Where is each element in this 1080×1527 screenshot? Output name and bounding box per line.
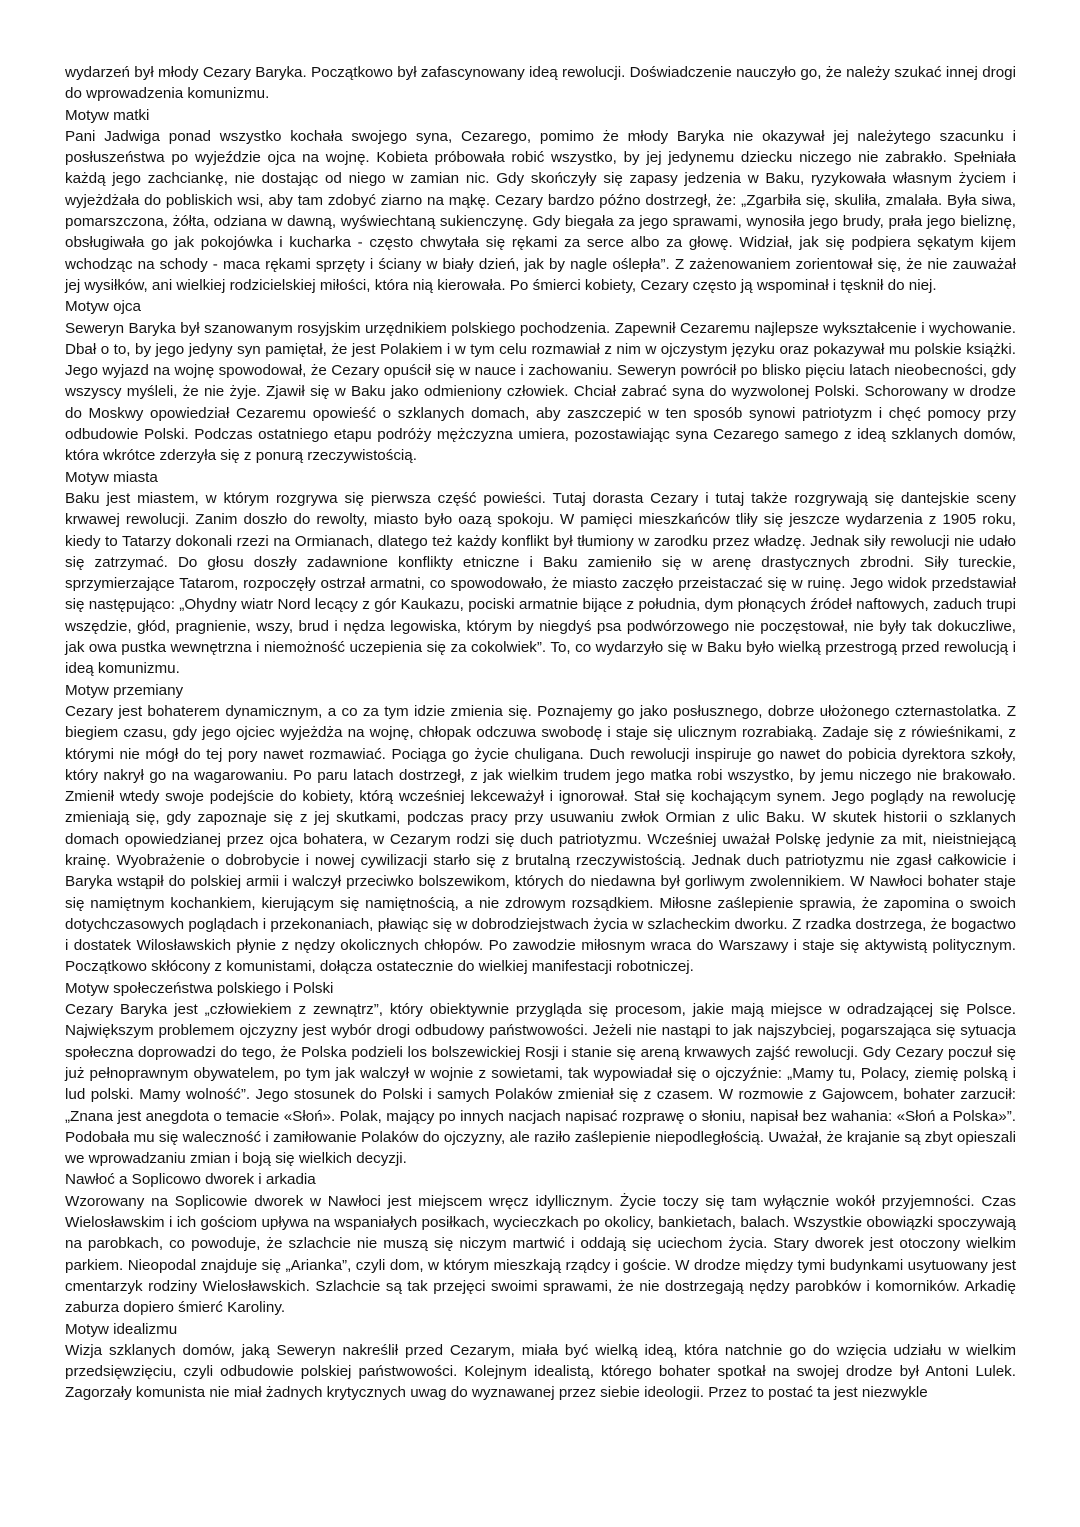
paragraph-idealism-motif: Wizja szklanych domów, jaką Seweryn nakreślił przed Cezarym, miała być wielką ideą, która natchnie go do wzięcia udziału w wielkim przedsięwzięciu, czyli odbudowie polskiej państwowości. Kolejnym idealistą, którego bohater spotkał na swojej drodze był Antoni Lulek. Zagorzały komunista nie miał żadnych krytycznych uwag do wyznawanej przez siebie ideologii. Przez to postać ta jest niezwykle (65, 1341, 1016, 1402)
paragraph-society-motif: Cezary Baryka jest „człowiekiem z zewnątrz”, który obiektywnie przygląda się procesom, jakie mają miejsce w odradzającej się Polsce. Największym problemem ojczyzny jest wybór drogi odbudowy państwowości. Jeżeli nie nastąpi to jak najszybciej, pogarszająca się sytuacja społeczna doprowadzi do tego, że Polska podzieli los bolszewickiej Rosji i stanie się areną krwawych zajść rewolucji. Gdy Cezary poczuł się już pełnoprawnym obywatelem, po tym jak walczył w wojnie z sowietami, tak wypowiadał się o ojczyźnie: „Mamy tu, Polacy, ziemię polską i lud polski. Mamy wolność”. Jego stosunek do Polski i samych Polaków zmieniał się z czasem. W rozmowie z Gajowcem, bohater zarzucił: „Znana jest anegdota o temacie «Słoń». Polak, mający po innych nacjach napisać rozprawę o słoniu, napisał bez wahania: «Słoń a Polska»”. Podobała mu się waleczność i zamiłowanie Polaków do ojczyzny, ale raziło zaślepienie niepodległością. Uważał, że krajanie są zbyt opieszali we wprowadzaniu zmian i boją się wielkich decyzji. (65, 1001, 1016, 1168)
heading-society-motif: Motyw społeczeństwa polskiego i Polski (65, 979, 334, 997)
heading-mother-motif: Motyw matki (65, 106, 150, 124)
heading-idealism-motif: Motyw idealizmu (65, 1320, 178, 1338)
paragraph-mother-motif: Pani Jadwiga ponad wszystko kochała swojego syna, Cezarego, pomimo że młody Baryka nie okazywał jej należytego szacunku i posłuszeństwa po wyjeździe ojca na wojnę. Kobieta próbowała robić wszystko, by jej jedynemu dziecku niczego nie zabrakło. Spełniała każdą jego zachciankę, nie dostając od niego w zamian nic. Gdy skończyły się zapasy jedzenia w Baku, ryzykowała własnym życiem i wyjeżdżała do pobliskich wsi, aby tam zdobyć ziarno na mąkę. Cezary bardzo późno dostrzegł, że: „Zgarbiła się, skuliła, zmalała. Była siwa, pomarszczona, żółta, odziana w dawną, wyświechtaną sukienczynę. Gdy biegała za jego sprawami, wynosiła jego brudy, prała jego bieliznę, obsługiwała go jak pokojówka i kucharka - często chwytała się rękami za serce albo za głowę. Widział, jak się podpiera sękatym kijem wchodząc na schody - maca rękami sprzęty i ściany w biały dzień, jak by nagle oślepła”. Z zażenowaniem zorientował się, że nie zauważał jej wysiłków, ani wielkiej rodzicielskiej miłości, która nią kierowała. Po śmierci kobiety, Cezary często ją wspominał i tęsknił do niej. (65, 127, 1016, 294)
heading-city-motif: Motyw miasta (65, 468, 158, 486)
heading-father-motif: Motyw ojca (65, 298, 141, 316)
paragraph-nawloc-arcadia: Wzorowany na Soplicowie dworek w Nawłoci jest miejscem wręcz idyllicznym. Życie toczy się tam wyłącznie wokół przyjemności. Czas Wielosławskim i ich gościom upływa na wspaniałych posiłkach, wycieczkach po okolicy, bankietach, balach. Wszystkie obowiązki spoczywają na parobkach, co powoduje, że szlachcie nie muszą się niczym martwić i oddają się uciechom życia. Stary dworek jest otoczony wielkim parkiem. Nieopodal znajduje się „Arianka”, czyli dom, w którym mieszkają rządcy i goście. W drodze między tymi budynkami usytuowany jest cmentarzyk rodziny Wielosławskich. Szlachcie są tak przejęci swoimi sprawami, że nie dostrzegają nędzy parobków i komorników. Arkadię zaburza dopiero śmierć Karoliny. (65, 1192, 1016, 1317)
intro-paragraph: wydarzeń był młody Cezary Baryka. Początkowo był zafascynowany ideą rewolucji. Doświadczenie nauczyło go, że należy szukać innej drogi do wprowadzenia komunizmu. (65, 64, 1016, 103)
paragraph-transformation-motif: Cezary jest bohaterem dynamicznym, a co za tym idzie zmienia się. Poznajemy go jako posłusznego, dobrze ułożonego czternastolatka. Z biegiem czasu, gdy jego ojciec wyjeżdża na wojnę, chłopak odczuwa swobodę i staje się ulicznym rozrabiaką. Zadaje się z rówieśnikami, z którymi nie mógł do tej pory nawet rozmawiać. Pociąga go życie chuligana. Duch rewolucji inspiruje go nawet do pobicia dyrektora szkoły, który nakrył go na wagarowaniu. Po paru latach dostrzegł, z jak wielkim trudem jego matka robi wszystko, by jemu niczego nie brakowało. Zmienił wtedy swoje podejście do kobiety, którą wcześniej lekceważył i ignorował. Stał się kochającym synem. Jego poglądy na rewolucję zmieniają się, gdy zapoznaje się z jej skutkami, podczas pracy przy usuwaniu zwłok Ormian z ulic Baku. W skutek historii o szklanych domach opowiedzianej przez ojca bohatera, w Cezarym rodzi się duch patriotyzmu. Wcześniej uważał Polskę jedynie za mit, nieistniejącą krainę. Wyobrażenie o dobrobycie i nowej cywilizacji starło się z brutalną rzeczywistością. Jednak duch patriotyzmu nie zgasł całkowicie i Baryka wstąpił do polskiej armii i walczył przeciwko bolszewikom, których do niedawna był gorliwym zwolennikiem. W Nawłoci bohater staje się namiętnym kochankiem, kierującym się namiętnością, a nie zdrowym rozsądkiem. Miłosne zaślepienie sprawia, że zapomina o swoich dotychczasowych poglądach i przekonaniach, pławiąc się w dobrodziejstwach życia w szlacheckim dworku. Z rzadka dostrzega, że bogactwo i dostatek Wilosławskich płynie z nędzy okolicznych chłopów. Po zawodzie miłosnym wraca do Warszawy i staje się aktywistą politycznym. Początkowo skłócony z komunistami, dołącza ostatecznie do wielkiej manifestacji robotniczej. (65, 702, 1016, 976)
paragraph-city-motif: Baku jest miastem, w którym rozgrywa się pierwsza część powieści. Tutaj dorasta Cezary i tutaj także rozgrywają się dantejskie sceny krwawej rewolucji. Zanim doszło do rewolty, miasto było oazą spokoju. W pamięci mieszkańców tliły się jeszcze wydarzenia z 1905 roku, kiedy to Tatarzy dokonali rzezi na Ormianach, dlatego też każdy konflikt był tłumiony w zarodku przez władzę. Jednak siły rewolucji nie udało się zatrzymać. Do głosu doszły zadawnione konflikty etniczne i Baku zamieniło się w arenę drastycznych zbrodni. Siły tureckie, sprzymierzające Tatarom, rozpoczęły ostrzał armatni, co spowodowało, że miasto zaczęło przeistaczać się w ruinę. Jego widok przedstawiał się następująco: „Ohydny wiatr Nord lecący z gór Kaukazu, pociski armatnie bijące z południa, dym płonących źródeł naftowych, zaduch trupi wszędzie, głód, pragnienie, wszy, brud i nędza legowiska, którym by niegdyś psa podwórzowego nie poczęstował, nie były tak dokuczliwe, jak owa pustka wewnętrzna i niemożność uczepienia się za cokolwiek”. To, co wydarzyło się w Baku było wielką przestrogą przed rewolucją i ideą komunizmu. (65, 489, 1016, 678)
paragraph-father-motif: Seweryn Baryka był szanowanym rosyjskim urzędnikiem polskiego pochodzenia. Zapewnił Cezaremu najlepsze wykształcenie i wychowanie. Dbał o to, by jego jedyny syn pamiętał, że jest Polakiem i w tym celu rozmawiał z nim w ojczystym języku oraz pokazywał mu polskie książki. Jego wyjazd na wojnę spowodował, że Cezary opuścił się w nauce i zachowaniu. Seweryn powrócił po blisko pięciu latach nieobecności, gdy wszyscy myśleli, że nie żyje. Zjawił się w Baku jako odmieniony człowiek. Chciał zabrać syna do wyzwolonej Polski. Schorowany w drodze do Moskwy opowiedział Cezaremu opowieść o szklanych domach, aby zaszczepić w ten sposób synowi patriotyzm i chęć pomocy przy odbudowie Polski. Podczas ostatniego etapu podróży mężczyzna umiera, pozostawiając syna Cezarego samego z ideą szklanych domów, która wkrótce zderzyła się z ponurą rzeczywistością. (65, 319, 1016, 465)
heading-transformation-motif: Motyw przemiany (65, 681, 184, 699)
heading-nawloc-arcadia: Nawłoć a Soplicowo dworek i arkadia (65, 1171, 316, 1189)
